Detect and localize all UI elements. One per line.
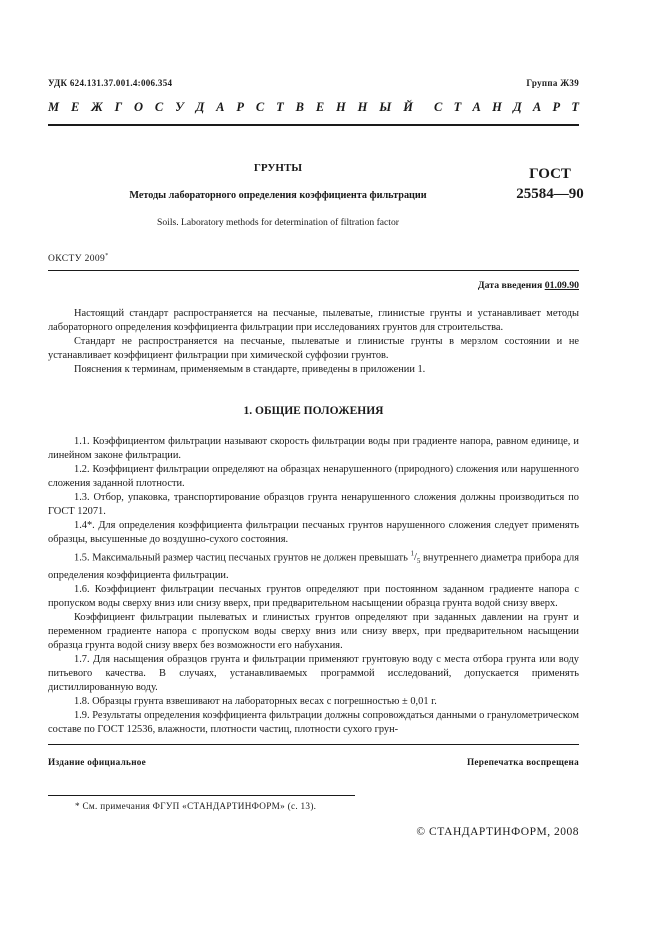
banner-letter: А — [532, 100, 542, 114]
banner-letter: А — [472, 100, 481, 114]
doc-subtitle: Методы лабораторного определения коэффициента фильтрации — [129, 190, 427, 201]
paragraph-1-9: 1.9. Результаты определения коэффициента фильтрации должны сопровождаться данными о гранулометрическом составе по ГОСТ 12536, влажности, плотности частиц, плотности сухого грун- — [48, 709, 579, 735]
banner-letter: У — [175, 100, 184, 114]
fraction-one-fifth: $^1/_5$ — [410, 550, 421, 566]
paragraph-1-4: 1.4*. Для определения коэффициента фильтрации песчаных грунтов нарушенного сложения следует применять образцы, высушенные до воздушно-сухого состояния. — [48, 520, 579, 545]
banner-letter: С — [255, 100, 265, 114]
banner-letter: Р — [236, 100, 244, 114]
section-body — [48, 435, 579, 737]
section-heading: 1. ОБЩИЕ ПОЛОЖЕНИЯ — [243, 405, 384, 417]
paragraph-1-6: 1.6. Коэффициент фильтрации песчаных грунтов определяют при постоянном заданном градиенте напора с пропуском воды сверху вниз или снизу вверх, при предварительном насыщении образца грунта водой снизу вверх. — [48, 583, 579, 609]
oksu-mark: * — [105, 253, 109, 259]
intro-paragraph: Настоящий стандарт распространяется на песчаные, пылеватые, глинистые грунты и устанавливает методы лабораторного определения коэффициента фильтрации при исследованиях грунтов для строительства. — [48, 308, 579, 333]
footer-rule — [48, 744, 579, 745]
banner-right — [434, 100, 579, 115]
banner-letter: М — [48, 100, 60, 114]
banner-letter: Т — [276, 100, 284, 114]
paragraph-1-3: 1.3. Отбор, упаковка, транспортирование образцов грунта ненарушенного сложения должны производиться по ГОСТ 12071. — [48, 492, 579, 517]
intro-paragraph: Пояснения к терминам, применяемым в стандарте, приведены в приложении 1. — [74, 364, 426, 375]
banner-letter: Ж — [91, 100, 103, 114]
banner-letter: С — [434, 100, 443, 114]
banner-letter: Р — [552, 100, 561, 114]
intro-date-value: 01.09.90 — [544, 280, 579, 291]
banner-letter: Т — [453, 100, 462, 114]
oksu-code — [48, 253, 109, 264]
banner-left — [48, 100, 413, 115]
banner-letter: В — [295, 100, 304, 114]
banner-letter: С — [154, 100, 164, 114]
gost-label: ГОСТ — [529, 166, 571, 182]
banner-letter: Н — [492, 100, 502, 114]
reprint-prohibited: Перепечатка воспрещена — [466, 757, 579, 767]
paragraph-1-7: 1.7. Для насыщения образцов грунта и фильтрации применяют грунтовую воду с места отбора грунта или воду питьевого качества. В случаях, устанавливаемых программой исследований, допускается применять дистиллированную воду. — [48, 653, 579, 693]
gost-number: 25584—90 — [516, 186, 584, 202]
doc-english-title: Soils. Laboratory methods for determination of filtration factor — [157, 217, 399, 228]
paragraph-1-5-end: внутреннего диаметра прибора для определения коэффициента фильтрации. — [48, 552, 579, 581]
banner-letter: Д — [513, 100, 522, 114]
copyright: © СТАНДАРТИНФОРМ, 2008 — [416, 826, 579, 838]
intro-paragraph: Стандарт не распространяется на песчаные, пылеватые и глинистые грунты в мерзлом состоянии и не устанавливает коэффициент фильтрации при химической суффозии грунтов. — [48, 336, 579, 361]
banner-letter: Й — [403, 100, 413, 114]
doc-title: ГРУНТЫ — [253, 162, 303, 174]
banner-letter: Т — [571, 100, 579, 114]
intro-date-label: Дата введения — [477, 280, 543, 291]
banner-letter: Н — [357, 100, 368, 114]
paragraph-1-5 — [48, 547, 579, 583]
banner-letter: Е — [315, 100, 325, 114]
udk-code: УДК 624.131.37.001.4:006.354 — [48, 78, 173, 88]
intro-text — [48, 307, 579, 377]
intro-date — [478, 280, 579, 291]
paragraph-1-6-continued: Коэффициент фильтрации пылеватых и глинистых грунтов определяют при заданных давлении на грунт и переменном градиенте напора с пропуском воды сверху вниз или снизу вверх, при предварительном насыщении образца грунта водой снизу вверх без возможности его набухания. — [48, 611, 579, 651]
banner-rule — [48, 124, 579, 126]
banner-letter: Г — [114, 100, 123, 114]
banner-letter: Д — [195, 100, 205, 114]
oksu-text: ОКСТУ 2009 — [48, 254, 106, 265]
footnote-rule — [48, 795, 355, 796]
fraction-numerator: 1 — [410, 550, 414, 558]
group-code: Группа Ж39 — [526, 78, 579, 88]
banner-letter: А — [216, 100, 225, 114]
banner-letter: Е — [71, 100, 80, 114]
banner-letter: Н — [336, 100, 346, 114]
paragraph-1-5-start: 1.5. Максимальный размер частиц песчаных грунтов не должен превышать — [74, 552, 411, 564]
standard-banner — [48, 100, 579, 115]
banner-letter: Ы — [379, 100, 392, 114]
paragraph-1-1: 1.1. Коэффициентом фильтрации называют скорость фильтрации воды при градиенте напора, равном единице, и линейном законе фильтрации. — [48, 436, 579, 461]
footnote: * См. примечания ФГУП «СТАНДАРТИНФОРМ» (с. 13). — [75, 801, 317, 811]
edition-official: Издание официальное — [48, 757, 147, 767]
paragraph-1-8: 1.8. Образцы грунта взвешивают на лабораторных весах с погрешностью ± 0,01 г. — [74, 695, 437, 707]
oksu-rule — [48, 270, 579, 271]
banner-letter: О — [134, 100, 144, 114]
fraction-denominator: 5 — [416, 557, 421, 566]
paragraph-1-2: 1.2. Коэффициент фильтрации определяют на образцах ненарушенного (природного) сложения или нарушенного сложения заданной плотности. — [48, 464, 579, 489]
